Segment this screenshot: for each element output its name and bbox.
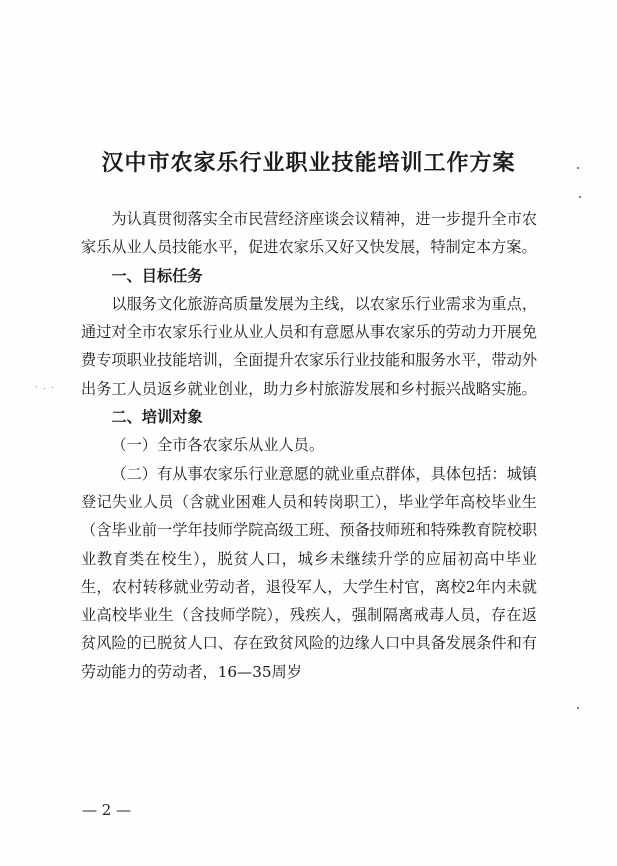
targets-item-1: （一）全市各农家乐从业人员。 (111, 436, 325, 455)
document-body (81, 205, 537, 686)
scan-speck (577, 707, 579, 709)
intro-paragraph: 为认真贯彻落实全市民营经济座谈会议精神，进一步提升全市农家乐从业人员技能水平，促进农家乐又好又快发展，特制定本方案。 (81, 210, 537, 257)
scan-speck (52, 387, 53, 388)
page-number: — 2 — (82, 801, 132, 819)
scan-speck (44, 388, 45, 389)
scan-speck (579, 196, 581, 198)
goals-paragraph: 以服务文化旅游高质量发展为主线，以农家乐行业需求为重点，通过对全市农家乐行业从业人员和有意愿从事农家乐的劳动力开展免费专项职业技能培训，全面提升农家乐行业技能和服务水平，带动外出务工人员返乡就业创业，助力乡村旅游发展和乡村振兴战略实施。 (81, 294, 537, 398)
section-heading-goals: 一、目标任务 (111, 266, 203, 285)
document-title: 汉中市农家乐行业职业技能培训工作方案 (101, 150, 516, 176)
targets-item-2: （二）有从事农家乐行业意愿的就业重点群体，具体包括：城镇登记失业人员（含就业困难人员和转岗职工），毕业学年高校毕业生（含毕业前一学年技师学院高级工班、预备技师班和特殊教育院校职业教育类在校生），脱贫人口，城乡未继续升学的应届初高中毕业生，农村转移就业劳动者，退役军人，大学生村官，离校2年内未就业高校毕业生（含技师学院），残疾人，强制隔离戒毒人员，存在返贫风险的已脱贫人口、存在致贫风险的边缘人口中具备发展条件和有劳动能力的劳动者，16—35周岁 (81, 464, 537, 681)
section-heading-targets: 二、培训对象 (111, 408, 203, 427)
scan-speck (577, 167, 579, 169)
scan-speck (36, 386, 37, 387)
